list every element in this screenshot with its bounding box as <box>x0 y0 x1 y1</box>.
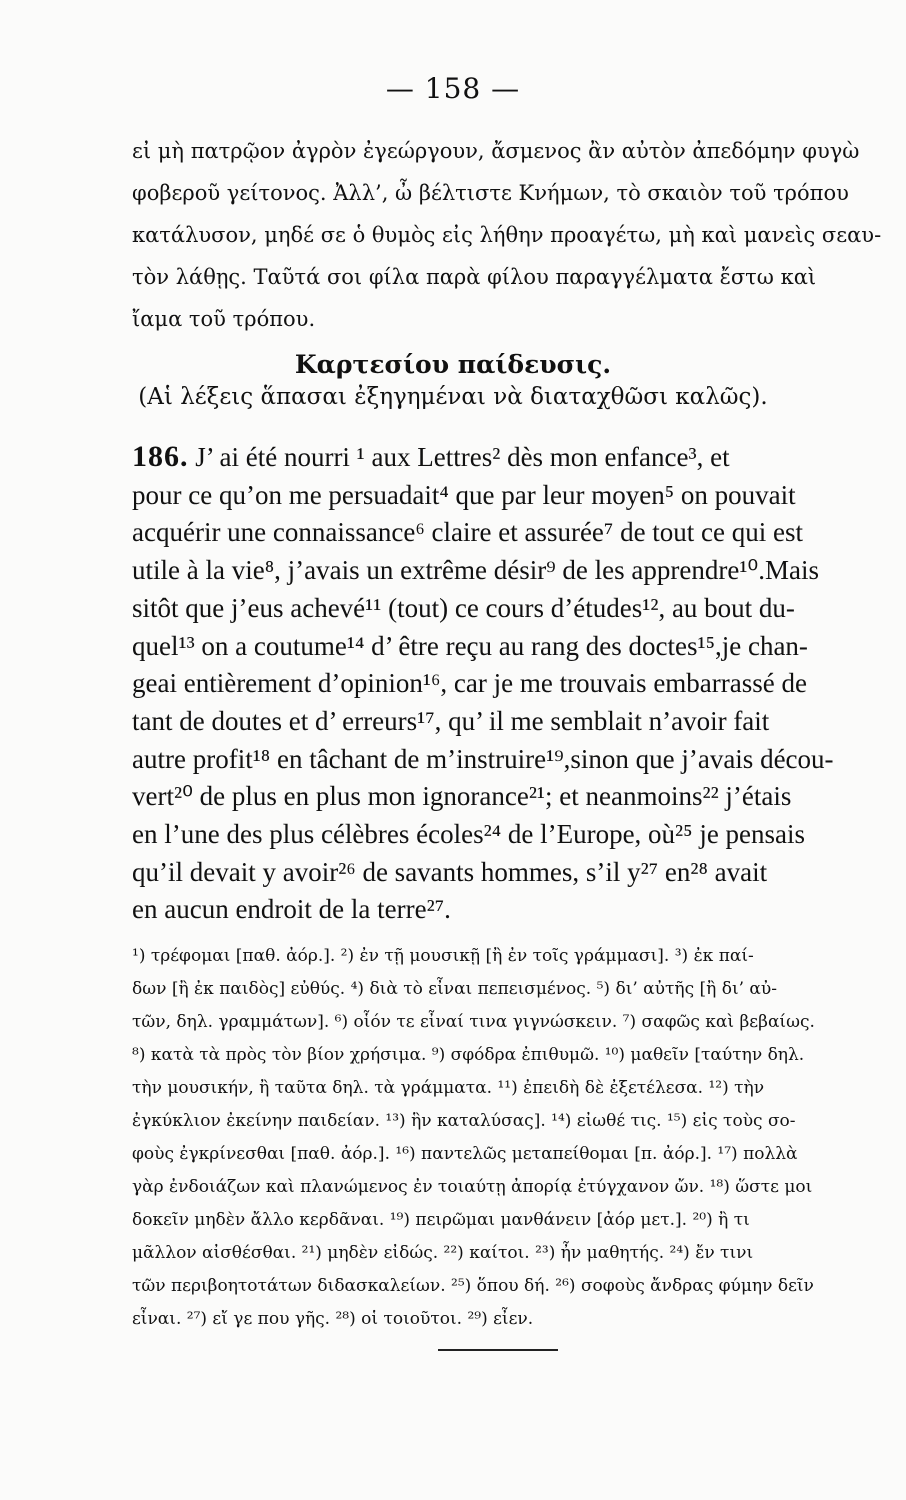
text-line: κατάλυσον, μηδέ σε ὁ θυμὸς εἰς λήθην προαγέτω, μὴ καὶ μανεὶς σεαυ- <box>132 223 882 247</box>
text-line: quel¹³ on a coutume¹⁴ d’ être reçu au rang des doctes¹⁵,je chan- <box>132 630 808 661</box>
text-line: εἰ μὴ πατρῷον ἀγρὸν ἐγεώργουν, ἄσμενος ἂν αὐτὸν ἀπεδόμην φυγὼ <box>132 139 860 163</box>
text-line: qu’il devait y avoir²⁶ de savants hommes, s’il y²⁷ en²⁸ avait <box>132 856 768 887</box>
page-number: — 158 — <box>385 72 521 105</box>
text-line: en aucun endroit de la terre²⁷. <box>132 894 451 925</box>
text-line-content: J’ ai été nourri ¹ aux Lettres² dès mon enfance³, et <box>195 442 730 472</box>
footnote-line: ¹) τρέφομαι [παθ. ἀόρ.]. ²) ἐν τῇ μουσικῇ [ἢ ἐν τοῖς γράμμασι]. ³) ἐκ παί- <box>132 946 754 966</box>
text-line: acquérir une connaissance⁶ claire et assurée⁷ de tout ce qui est <box>132 517 804 548</box>
text-line: sitôt que j’eus achevé¹¹ (tout) ce cours d’études¹², au bout du- <box>132 592 795 623</box>
footnote-line: τῶν περιβοητοτάτων διδασκαλείων. ²⁵) ὅπου δή. ²⁶) σοφοὺς ἄνδρας φύμην δεῖν <box>132 1276 814 1296</box>
footnote-line: δων [ἢ ἐκ παιδὸς] εὐθύς. ⁴) διὰ τὸ εἶναι πεπεισμένος. ⁵) δι’ αὐτῆς [ἢ δι’ αὐ- <box>132 979 777 999</box>
footnote-line: ἐγκύκλιον ἐκείνην παιδείαν. ¹³) ἣν καταλύσας]. ¹⁴) εἰωθέ τις. ¹⁵) εἰς τοὺς σο- <box>132 1111 796 1131</box>
footnote-line: τὴν μουσικήν, ἢ ταῦτα δηλ. τὰ γράμματα. ¹¹) ἐπειδὴ δὲ ἐξετέλεσα. ¹²) τὴν <box>132 1078 765 1098</box>
section-subtitle: (Αἱ λέξεις ἅπασαι ἐξηγημέναι νὰ διαταχθῶσι καλῶς). <box>138 384 768 410</box>
footnote-line: εἶναι. ²⁷) εἴ γε που γῆς. ²⁸) οἱ τοιοῦτοι. ²⁹) εἶεν. <box>132 1309 534 1329</box>
footnote-line: δοκεῖν μηδὲν ἄλλο κερδᾶναι. ¹⁹) πειρῶμαι μανθάνειν [ἀόρ μετ.]. ²⁰) ἢ τι <box>132 1210 750 1230</box>
text-line: vert²⁰ de plus en plus mon ignorance²¹; et neanmoins²² j’étais <box>132 781 792 812</box>
footnote-line: ⁸) κατὰ τὰ πρὸς τὸν βίον χρήσιμα. ⁹) σφόδρα ἐπιθυμῶ. ¹⁰) μαθεῖν [ταύτην δηλ. <box>132 1045 805 1065</box>
text-line: utile à la vie⁸, j’avais un extrême désir⁹ de les apprendre¹⁰.Mais <box>132 555 819 586</box>
footnote-line: γὰρ ἐνδοιάζων καὶ πλανώμενος ἐν τοιαύτῃ ἀπορίᾳ ἐτύγχανον ὤν. ¹⁸) ὥστε μοι <box>132 1177 813 1197</box>
footnotes <box>132 940 906 1336</box>
text-line: autre profit¹⁸ en tâchant de m’instruire¹⁹,sinon que j’avais décou- <box>132 743 834 774</box>
text-line: τὸν λάθῃς. Ταῦτά σοι φίλα παρὰ φίλου παραγγέλματα ἔστω καὶ <box>132 265 817 289</box>
text-line: ἴαμα τοῦ τρόπου. <box>132 307 316 331</box>
text-line: en l’une des plus célèbres écoles²⁴ de l’Europe, où²⁵ je pensais <box>132 819 806 850</box>
section-title: Καρτεσίου παίδευσις. <box>294 350 612 379</box>
text-line: pour ce qu’on me persuadait⁴ que par leur moyen⁵ on pouvait <box>132 479 796 510</box>
text-line: tant de doutes et d’ erreurs¹⁷, qu’ il me semblait n’avoir fait <box>132 705 770 736</box>
text-line: geai entièrement d’opinion¹⁶, car je me trouvais embarrassé de <box>132 668 807 699</box>
french-paragraph <box>132 438 906 929</box>
text-line <box>132 438 906 477</box>
footnote-line: μᾶλλον αἰσθέσθαι. ²¹) μηδὲν εἰδώς. ²²) καίτοι. ²³) ἦν μαθητής. ²⁴) ἔν τινι <box>132 1243 754 1263</box>
footnote-line: τῶν, δηλ. γραμμάτων]. ⁶) οἷόν τε εἶναί τινα γιγνώσκειν. ⁷) σαφῶς καὶ βεβαίως. <box>132 1012 815 1032</box>
closing-rule <box>438 1349 558 1351</box>
paragraph-number: 186. <box>132 440 189 473</box>
greek-paragraph <box>132 130 906 340</box>
text-line: φοβεροῦ γείτονος. Ἀλλ’, ὦ βέλτιστε Κνήμων, τὸ σκαιὸν τοῦ τρόπου <box>132 181 849 205</box>
footnote-line: φοὺς ἐγκρίνεσθαι [παθ. ἀόρ.]. ¹⁶) παντελῶς μεταπείθομαι [π. ἀόρ.]. ¹⁷) πολλὰ <box>132 1144 798 1164</box>
